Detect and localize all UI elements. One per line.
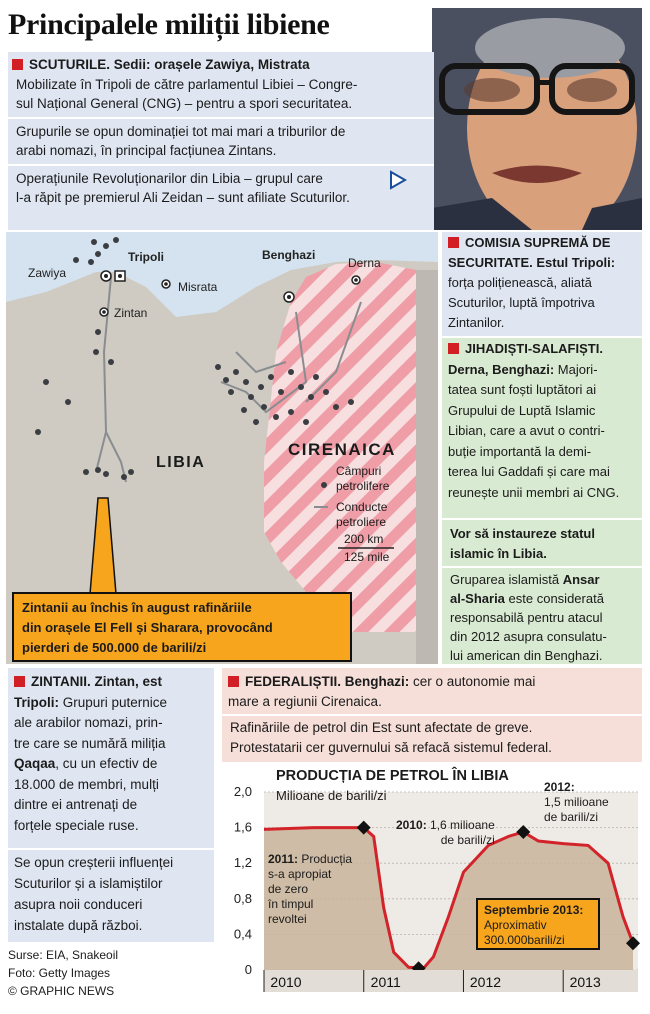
city-zawiya: Zawiya	[28, 266, 67, 280]
scale-km: 200 km	[344, 532, 384, 546]
qaqaa-name: Qaqaa	[14, 756, 56, 771]
zintanii-heading: ZINTANII. Zintan, est	[31, 674, 162, 689]
zintanii-p2-line: Scuturilor și a islamiștilor	[14, 876, 163, 891]
ansar-line: Gruparea islamistă	[450, 572, 563, 587]
scuturile-p1-line2: sul Național General (CNG) – pentru a spori securitatea.	[16, 96, 353, 111]
zintanii-line: 18.000 de membri, mulți	[14, 776, 159, 792]
y-tick-label: 1,6	[233, 819, 252, 835]
city-derna: Derna	[348, 256, 381, 270]
annotation-2013-line: Aproximativ	[484, 918, 547, 932]
annotation-2012-year: 2012:	[544, 780, 575, 794]
jihadisti-goal	[450, 524, 640, 564]
annotation-2011-year: 2011:	[268, 852, 299, 866]
scuturile-p2-line2: arabi nomazi, în principal facțiunea Zintans.	[16, 143, 277, 158]
zintanii-line: ale arabilor nomazi, prin-	[14, 715, 163, 730]
scuturile-heading-text: SCUTURILE. Sedii: orașele Zawiya, Mistrata	[29, 57, 310, 72]
federalistii-p2-text: Rafinăriile de petrol din Est sunt afectate de greve.	[230, 720, 533, 735]
legend-pipes-line1: Conducte	[336, 500, 388, 514]
zintanii-p2-line: instalate după război.	[14, 918, 143, 933]
divider	[8, 164, 434, 166]
comisia-block	[442, 232, 642, 336]
comisia-text	[448, 233, 642, 333]
annotation-2012	[544, 780, 609, 825]
annotation-2013-callout	[476, 898, 600, 950]
jihadisti-line: Majori-	[554, 361, 598, 377]
annotation-2010-unit: de barili/zi	[440, 833, 495, 847]
ansar-line: lui american din Benghazi.	[450, 648, 603, 663]
zintanii-p2	[14, 852, 214, 936]
jihadisti-line: buție importantă la demi-	[448, 443, 592, 459]
x-tick-label: 2011	[370, 974, 401, 990]
ansar-name-part1: Ansar	[562, 572, 600, 587]
annotation-2012-line: 1,5 milioane	[544, 795, 609, 809]
chart-title: PRODUCȚIA DE PETROL ÎN LIBIA	[276, 768, 509, 784]
zintanii-block	[8, 668, 214, 942]
zintanii-line: tre care se numără miliția	[14, 735, 166, 751]
annotation-2011-line: de zero	[268, 882, 309, 896]
red-square-icon	[448, 237, 459, 248]
credits-sources: Surse: EIA, Snakeoil	[8, 948, 119, 962]
jihadisti-text	[448, 339, 642, 503]
legend-fields-line2: petrolifere	[336, 479, 390, 493]
annotation-2010-year: 2010:	[396, 818, 427, 832]
jihadisti-heading: JIHADIȘTI-SALAFIȘTI.	[465, 341, 603, 356]
annotation-2011	[268, 852, 352, 927]
federalistii-heading: FEDERALIȘTII. Benghazi:	[245, 674, 410, 689]
divider	[222, 714, 642, 716]
zintanii-heading2: Tripoli:	[14, 694, 59, 710]
divider	[8, 117, 434, 119]
arrow-right-icon	[388, 170, 408, 190]
zintanii-p2-line: Se opun creșterii influenței	[14, 855, 174, 870]
comisia-line4: Scuturilor, luptă împotriva	[448, 295, 595, 310]
federalistii-line: cer o autonomie mai	[409, 674, 536, 689]
scuturile-p3-line1: Operațiunile Revoluționarilor din Libia – grupul care	[16, 171, 323, 186]
annotation-2011-line: s-a apropiat	[268, 867, 332, 881]
y-tick-label: 0,8	[233, 890, 252, 906]
scuturile-p2	[16, 122, 436, 160]
ansar-line: este considerată	[504, 591, 604, 606]
portrait-photo	[432, 8, 642, 230]
chart-subtitle: Milioane de barili/zi	[276, 788, 387, 803]
y-tick-label: 1,2	[233, 855, 252, 871]
x-tick-label: 2010	[270, 974, 302, 990]
divider	[442, 518, 642, 520]
credits	[8, 946, 118, 1000]
city-tripoli: Tripoli	[128, 250, 164, 264]
comisia-heading1: COMISIA SUPREMĂ DE	[465, 235, 611, 250]
city-zintan: Zintan	[114, 306, 148, 320]
ansar-line: din 2012 asupra consulatu-	[450, 629, 607, 644]
zintanii-line: dintre ei antrenați de	[14, 797, 138, 812]
y-tick-label: 2,0	[233, 784, 252, 799]
jihadisti-line: tatea sunt foști luptători ai	[448, 382, 597, 397]
scuturile-p1	[16, 75, 441, 113]
x-tick-label: 2013	[569, 974, 601, 990]
y-tick-label: 0	[244, 962, 252, 977]
jihadisti-line: terea lui Gaddafi și care mai	[448, 464, 610, 479]
zintan-refinery-callout	[12, 592, 352, 662]
zintanii-line: Grupuri puternice	[59, 694, 168, 710]
annotation-2011-line: Producția	[298, 852, 353, 866]
annotation-2011-line: revoltei	[268, 912, 307, 926]
scuturile-p2-line1: Grupurile se opun dominației tot mai mari a triburilor de	[16, 124, 346, 139]
goal-line1: Vor să instaureze statul	[450, 526, 595, 541]
comisia-line5: Zintanilor.	[448, 315, 505, 330]
jihadisti-location: Derna, Benghazi:	[448, 361, 555, 377]
y-tick-label: 0,4	[233, 926, 252, 942]
jihadisti-line: reunește unii membri ai CNG.	[448, 484, 620, 500]
city-benghazi: Benghazi	[262, 248, 316, 262]
federalistii-line2: mare a regiunii Cirenaica.	[228, 694, 382, 709]
scuturile-p1-line1: Mobilizate în Tripoli de către parlamentul Libiei – Congre-	[16, 77, 358, 92]
ansar-line: responsabilă pentru atacul	[450, 610, 603, 625]
annotation-2010-value: 1,6 milioane	[426, 818, 495, 832]
divider	[8, 848, 214, 850]
zintanii-line: forțele speciale ruse.	[14, 817, 139, 833]
annotation-2011-line: în timpul	[268, 897, 314, 911]
legend-pipes-line2: petroliere	[336, 515, 387, 529]
scuturile-block	[8, 52, 434, 230]
annotation-2013-line: 300.000barili/zi	[484, 933, 565, 947]
federalistii-block	[222, 668, 642, 762]
scuturile-heading	[12, 55, 432, 74]
region-cirenaica: CIRENAICA	[288, 440, 396, 459]
oil-production-chart	[218, 768, 642, 994]
comisia-heading2: SECURITATE. Estul Tripoli:	[448, 255, 616, 270]
red-square-icon	[12, 59, 23, 70]
callout-pointer	[88, 496, 118, 596]
legend-oil-fields	[336, 464, 389, 494]
scuturile-p3-line2: l-a răpit pe premierul Ali Zeidan – sunt afiliate Scuturilor.	[16, 190, 350, 205]
federalistii-p2	[230, 718, 640, 758]
zintanii-text	[14, 672, 214, 836]
libya-map	[6, 232, 438, 664]
ansar-name-part2: al-Sharia	[450, 591, 505, 606]
region-libia: LIBIA	[156, 454, 206, 471]
ansar-text	[450, 570, 640, 665]
credits-copyright: © GRAPHIC NEWS	[8, 984, 115, 998]
legend-pipelines	[336, 500, 387, 530]
callout-line2: din orașele El Fell și Sharara, provocând	[22, 620, 273, 635]
annotation-2012-line: de barili/zi	[544, 810, 599, 824]
comisia-line3: forța polițienească, aliată	[448, 275, 592, 290]
scuturile-p3	[16, 169, 436, 207]
x-tick-label: 2012	[469, 974, 502, 990]
annotation-2013-date: Septembrie 2013:	[484, 903, 584, 917]
city-misrata: Misrata	[178, 280, 218, 294]
jihadisti-block	[442, 338, 642, 664]
red-square-icon	[14, 676, 25, 687]
annotation-2010	[396, 818, 495, 848]
zintanii-p2-line: asupra noii conduceri	[14, 897, 143, 912]
federalistii-text	[228, 672, 642, 712]
page-title: Principalele miliții libiene	[8, 8, 330, 41]
legend-fields-line1: Câmpuri	[336, 464, 382, 478]
scale-miles: 125 mile	[344, 550, 390, 564]
divider	[442, 566, 642, 568]
federalistii-p3-text: Protestatarii cer guvernului să refacă sistemul federal.	[230, 740, 552, 755]
red-square-icon	[228, 676, 239, 687]
jihadisti-line: Libian, care a avut o contri-	[448, 423, 605, 438]
zintanii-line: , cu un efectiv de	[55, 756, 158, 771]
callout-line3: pierderi de 500.000 de barili/zi	[22, 640, 207, 655]
red-square-icon	[448, 343, 459, 354]
jihadisti-line: Grupului de Luptă Islamic	[448, 402, 596, 418]
credits-photo: Foto: Getty Images	[8, 966, 111, 980]
goal-line2: islamic în Libia.	[450, 546, 547, 561]
callout-line1: Zintanii au închis în august rafinăriile	[22, 600, 252, 615]
